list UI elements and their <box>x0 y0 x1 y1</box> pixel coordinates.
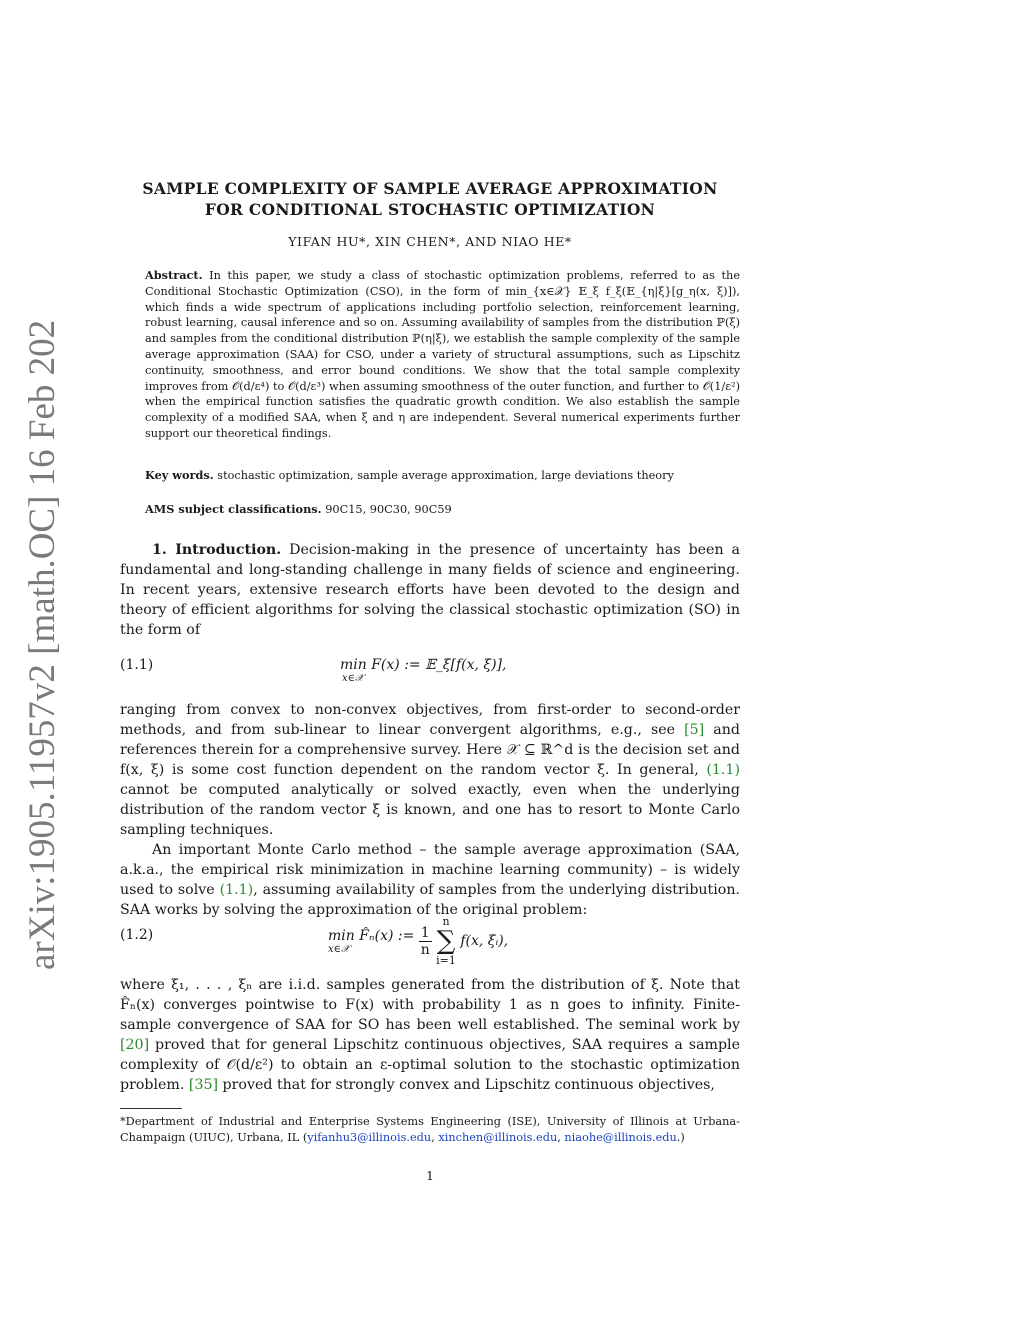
author-list: YIFAN HU*, XIN CHEN*, AND NIAO HE* <box>288 234 572 249</box>
equation-subscript: x∈𝒳 <box>328 943 350 955</box>
paragraph-3-text: An important Monte Carlo method – the sample average approximation (SAA, a.k.a., the empirical risk minimization in machine learning community) – is widely used to solve <box>120 842 740 898</box>
keywords-label: Key words. <box>145 468 214 482</box>
sum-lower: i=1 <box>436 954 456 967</box>
citation-link[interactable]: [5] <box>684 722 705 738</box>
fraction-numerator: 1 <box>420 924 430 941</box>
fraction-denominator: n <box>420 941 430 958</box>
arxiv-stamp-text: arXiv:1905.11957v2 [math.OC] 16 Feb 2020 <box>22 320 63 970</box>
equation-1-2 <box>120 915 740 965</box>
abstract <box>145 268 740 442</box>
keywords <box>145 468 740 482</box>
ams-label: AMS subject classifications. <box>145 502 322 516</box>
keywords-text: stochastic optimization, sample average approximation, large deviations theory <box>217 469 674 482</box>
equation-text: min F(x) := 𝔼_ξ[f(x, ξ)], <box>340 657 507 673</box>
footnote-text: *Department of Industrial and Enterprise Systems Engineering (ISE), University of Illinois at Urbana-Champaign (UIUC), Urbana, IL ( <box>120 1115 740 1144</box>
introduction-section <box>120 540 740 640</box>
fraction <box>419 925 432 958</box>
equation-rhs: f(x, ξᵢ), <box>460 933 509 949</box>
paragraph-2-text: cannot be computed analytically or solved exactly, even when the underlying distribution of the random vector ξ is known, and one has to resort to Monte Carlo sampling techniques. <box>120 782 740 838</box>
equation-reference-link[interactable]: (1.1) <box>706 762 740 778</box>
paragraph-4-text: where ξ₁, . . . , ξₙ are i.i.d. samples generated from the distribution of ξ. Note that F̂ₙ(x) converges pointwise to F(x) with probability 1 as n goes to infinity. Finite-sample convergence of SAA for SO has been well established. The seminal work by <box>120 977 740 1033</box>
paragraph-2-text: ranging from convex to non-convex objectives, from first-order to second-order methods, and from sub-linear to linear convergent algorithms, e.g., see <box>120 702 740 738</box>
intro-paragraph-1: Decision-making in the presence of uncertainty has been a fundamental and long-standing challenge in many fields of science and engineering. In recent years, extensive research efforts have been devoted to the design and theory of efficient algorithms for solving the classical stochastic optimization (SO) in the form of <box>120 542 740 638</box>
page-number: 1 <box>426 1168 434 1183</box>
equation-body <box>340 657 506 684</box>
paragraph-3-text: , assuming availability of samples from the underlying distribution. SAA works by solving the approximation of the original problem: <box>120 882 740 918</box>
arxiv-side-stamp <box>10 320 70 980</box>
ams-classifications <box>145 502 740 516</box>
summation <box>436 915 456 967</box>
paragraph-2-text: and references therein for a comprehensive survey. Here 𝒳 ⊆ ℝ^d is the decision set and f(x, ξ) is some cost function dependent on the random vector ξ. In general, <box>120 722 740 778</box>
paragraph-4-text: proved that for strongly convex and Lipschitz continuous objectives, <box>218 1077 715 1093</box>
paper-title <box>120 178 740 220</box>
paragraph-4-text: proved that for general Lipschitz continuous objectives, SAA requires a sample complexity of 𝒪(d/ε²) to obtain an ε-optimal solution to the stochastic optimization problem. <box>120 1037 740 1093</box>
footnote-text: .) <box>676 1131 685 1144</box>
citation-link[interactable]: [20] <box>120 1037 150 1053</box>
paragraph-block-3 <box>120 975 740 1095</box>
email-link[interactable]: xinchen@illinois.edu <box>438 1131 558 1144</box>
citation-link[interactable]: [35] <box>188 1077 219 1093</box>
title-line-2: FOR CONDITIONAL STOCHASTIC OPTIMIZATION <box>204 200 656 219</box>
equation-number: (1.2) <box>120 927 154 943</box>
sigma-symbol: ∑ <box>436 926 456 956</box>
email-link[interactable]: yifanhu3@illinois.edu <box>307 1131 432 1144</box>
abstract-label: Abstract. <box>145 268 203 282</box>
sum-upper: n <box>442 915 450 928</box>
equation-number: (1.1) <box>120 657 154 673</box>
abstract-text: In this paper, we study a class of stochastic optimization problems, referred to as the Conditional Stochastic Optimization (CSO), in the form of min_{x∈𝒳} 𝔼_ξ f_ξ(𝔼_{η|ξ}[g_η(x, ξ)]), which finds a wide spectrum of applications including portfolio selection, reinforcement learning, robust learning, causal inference and so on. Assuming availability of samples from the distribution ℙ(ξ) and samples from the conditional distribution ℙ(η|ξ), we establish the sample complexity of the sample average approximation (SAA) for CSO, under a variety of structural assumptions, such as Lipschitz continuity, smoothness, and error bound conditions. We show that the total sample complexity improves from 𝒪(d/ε⁴) to 𝒪(d/ε³) when assuming smoothness of the outer function, and further to 𝒪(1/ε²) when the empirical function satisfies the quadratic growth condition. We also establish the sample complexity of a modified SAA, when ξ and η are independent. Several numerical experiments further support our theoretical findings. <box>145 269 741 440</box>
equation-body <box>328 915 508 967</box>
equation-reference-link[interactable]: (1.1) <box>219 882 254 898</box>
ams-text: 90C15, 90C30, 90C59 <box>325 503 452 516</box>
email-link[interactable]: niaohe@illinois.edu <box>564 1131 677 1144</box>
author-footnote: *Department of Industrial and Enterprise Systems Engineering (ISE), University of Illinois at Urbana-Champaign (UIUC), Urbana, IL (yifanhu3@illinois.edu, xinchen@illinois.edu, niaohe@illinois.edu.) <box>120 1115 740 1144</box>
section-heading: 1. Introduction. <box>152 542 282 558</box>
paragraph-block-2 <box>120 700 740 920</box>
footnote-divider <box>120 1108 182 1109</box>
equation-subscript: x∈𝒳 <box>342 673 364 684</box>
equation-lhs: min F̂ₙ(x) := <box>328 927 415 944</box>
title-line-1: SAMPLE COMPLEXITY OF SAMPLE AVERAGE APPROXIMATION <box>142 179 718 198</box>
